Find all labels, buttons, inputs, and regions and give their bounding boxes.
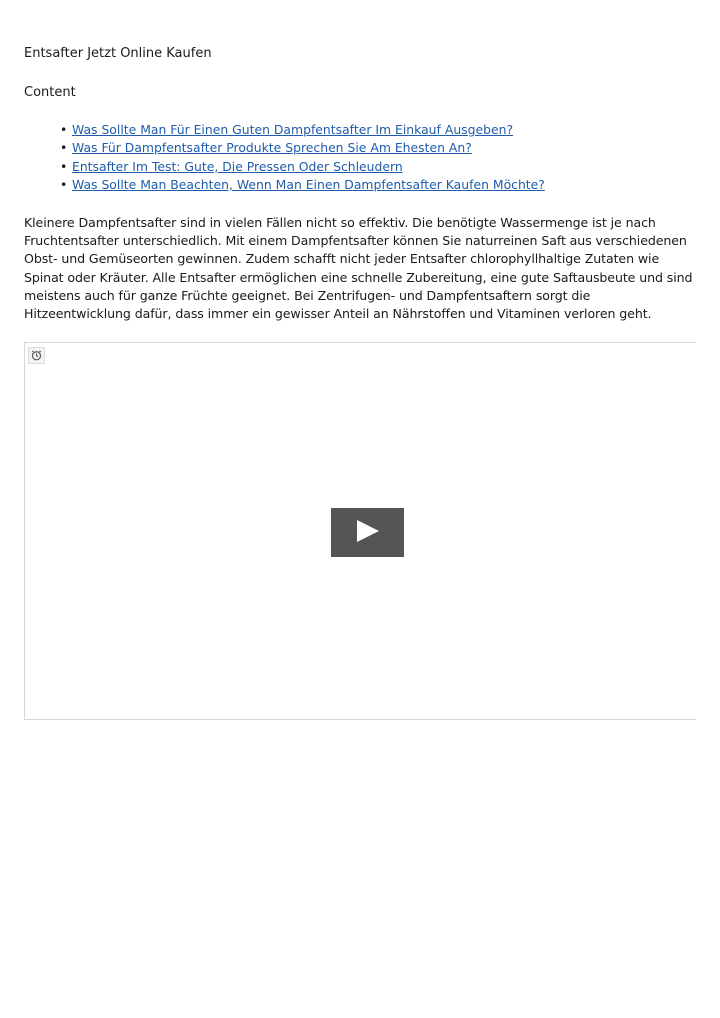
toc-item: [60, 176, 545, 194]
watch-later-button[interactable]: [28, 347, 45, 364]
toc-link-1[interactable]: Was Sollte Man Für Einen Guten Dampfentsafter Im Einkauf Ausgeben?: [72, 122, 514, 137]
site-title: Entsafter Jetzt Online Kaufen: [24, 46, 212, 61]
table-of-contents: [60, 121, 545, 194]
toc-item: [60, 158, 545, 176]
toc-link-3[interactable]: Entsafter Im Test: Gute, Die Pressen Oder Schleudern: [72, 158, 403, 174]
video-embed[interactable]: [24, 342, 696, 720]
play-icon: [355, 519, 381, 546]
toc-link-4[interactable]: Was Sollte Man Beachten, Wenn Man Einen Dampfentsafter Kaufen Möchte?: [72, 176, 545, 192]
toc-heading: Content: [24, 85, 76, 100]
toc-item: [60, 121, 545, 139]
article-paragraph: Kleinere Dampfentsafter sind in vielen Fällen nicht so effektiv. Die benötigte Wassermenge ist je nach Fruchtentsafter unterschiedlich. Mit einem Dampfentsafter können Sie naturreinen Saft aus verschiedenen Obst- und Gemüseorten gewinnen. Zudem schafft nicht jeder Entsafter chlorophyllhaltige Zutaten wie Spinat oder Kräuter. Alle Entsafter ermöglichen eine schnelle Zubereitung, eine gute Saftausbeute und sind meistens auch für ganze Früchte geeignet. Bei Zentrifugen- und Dampfentsaftern sorgt die Hitzeentwicklung dafür, dass immer ein gewisser Anteil an Nährstoffen und Vitaminen verloren geht.: [24, 215, 693, 322]
play-button[interactable]: [331, 508, 404, 557]
toc-link-2[interactable]: Was Für Dampfentsafter Produkte Sprechen Sie Am Ehesten An?: [72, 140, 472, 156]
toc-item: [60, 139, 545, 157]
clock-icon: [31, 346, 42, 365]
